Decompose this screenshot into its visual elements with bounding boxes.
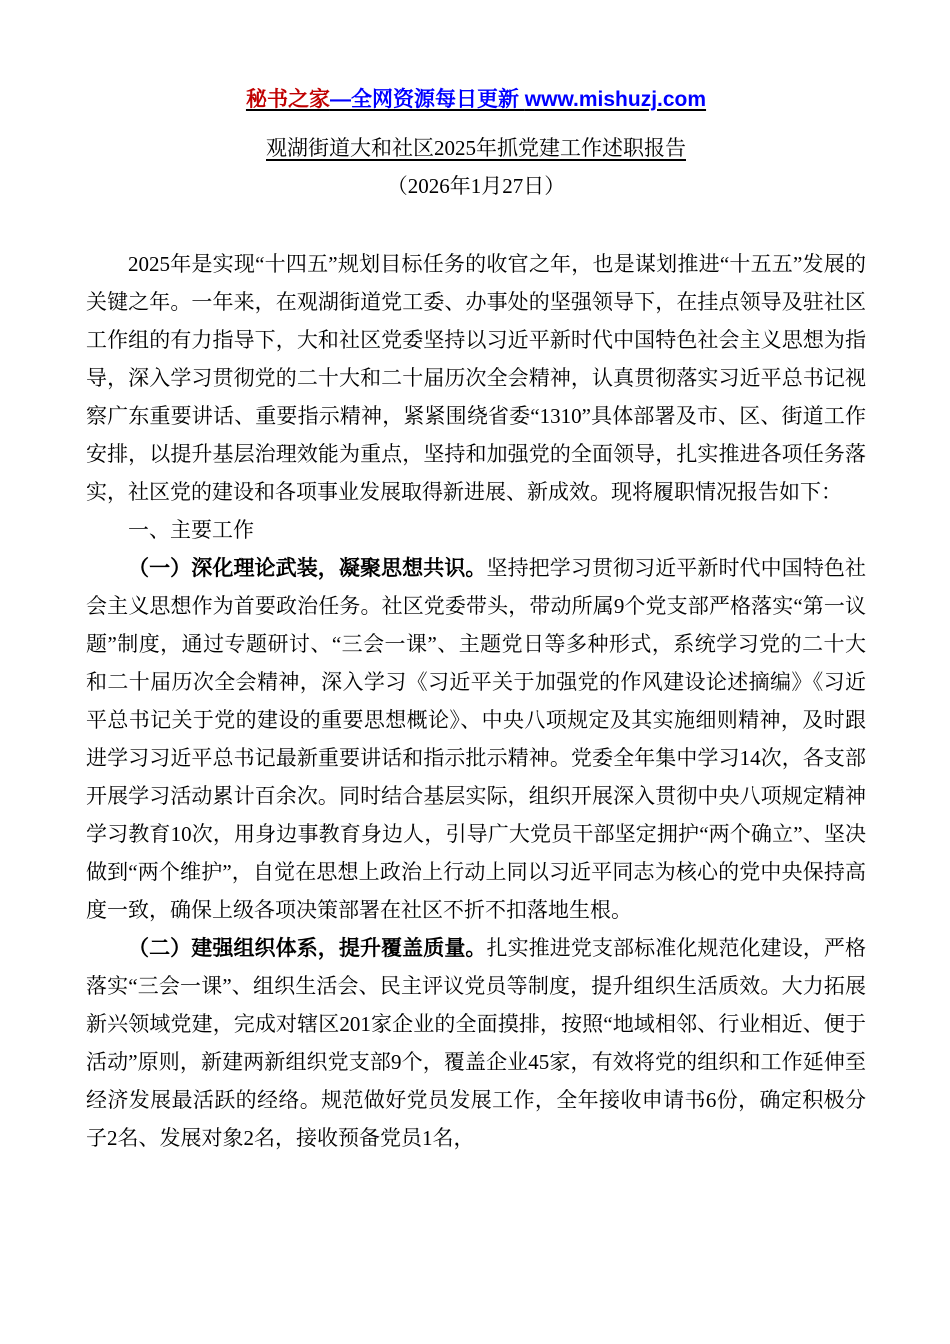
site-tagline: —全网资源每日更新 <box>329 88 525 111</box>
site-name: 秘书之家 <box>245 88 330 111</box>
paragraph-section-2 <box>86 929 866 1157</box>
intro-paragraph: 2025年是实现“十四五”规划目标任务的收官之年，也是谋划推进“十五五”发展的关键之年。一年来，在观湖街道党工委、办事处的坚强领导下，在挂点领导及驻社区工作组的有力指导下，大和社区党委坚持以习近平新时代中国特色社会主义思想为指导，深入学习贯彻党的二十大和二十届历次全会精神，认真贯彻落实习近平总书记视察广东重要讲话、重要指示精神，紧紧围绕省委“1310”具体部署及市、区、街道工作安排，以提升基层治理效能为重点，坚持和加强党的全面领导，扎实推进各项任务落实，社区党的建设和各项事业发展取得新进展、新成效。现将履职情况报告如下： <box>86 252 866 504</box>
section-2-lead: （二）建强组织体系，提升覆盖质量。 <box>128 936 487 960</box>
document-title: 观湖街道大和社区2025年抓党建工作述职报告 <box>266 136 686 160</box>
site-banner <box>86 85 866 115</box>
site-url-link[interactable]: www.mishuzj.com <box>524 88 707 111</box>
document-body <box>86 245 866 1157</box>
document-date: （2026年1月27日） <box>386 174 566 198</box>
paragraph-section-1 <box>86 549 866 929</box>
section-1-body: 坚持把学习贯彻习近平新时代中国特色社会主义思想作为首要政治任务。社区党委带头，带动所属9个党支部严格落实“第一议题”制度，通过专题研讨、“三会一课”、主题党日等多种形式，系统学习党的二十大和二十届历次全会精神，深入学习《习近平关于加强党的作风建设论述摘编》《习近平总书记关于党的建设的重要思想概论》、中央八项规定及其实施细则精神，及时跟进学习习近平总书记最新重要讲话和指示批示精神。党委全年集中学习14次，各支部开展学习活动累计百余次。同时结合基层实际，组织开展深入贯彻中央八项规定精神学习教育10次，用身边事教育身边人，引导广大党员干部坚定拥护“两个确立”、坚决做到“两个维护”，自觉在思想上政治上行动上同以习近平同志为核心的党中央保持高度一致，确保上级各项决策部署在社区不折不扣落地生根。 <box>86 556 866 922</box>
section-heading-main-work: 一、主要工作 <box>128 518 254 542</box>
section-1-lead: （一）深化理论武装，凝聚思想共识。 <box>128 556 487 580</box>
section-2-body: 扎实推进党支部标准化规范化建设，严格落实“三会一课”、组织生活会、民主评议党员等制度，提升组织生活质效。大力拓展新兴领域党建，完成对辖区201家企业的全面摸排，按照“地域相邻、行业相近、便于活动”原则，新建两新组织党支部9个，覆盖企业45家，有效将党的组织和工作延伸至经济发展最活跃的经络。规范做好党员发展工作，全年接收申请书6份，确定积极分子2名、发展对象2名，接收预备党员1名， <box>86 936 866 1150</box>
